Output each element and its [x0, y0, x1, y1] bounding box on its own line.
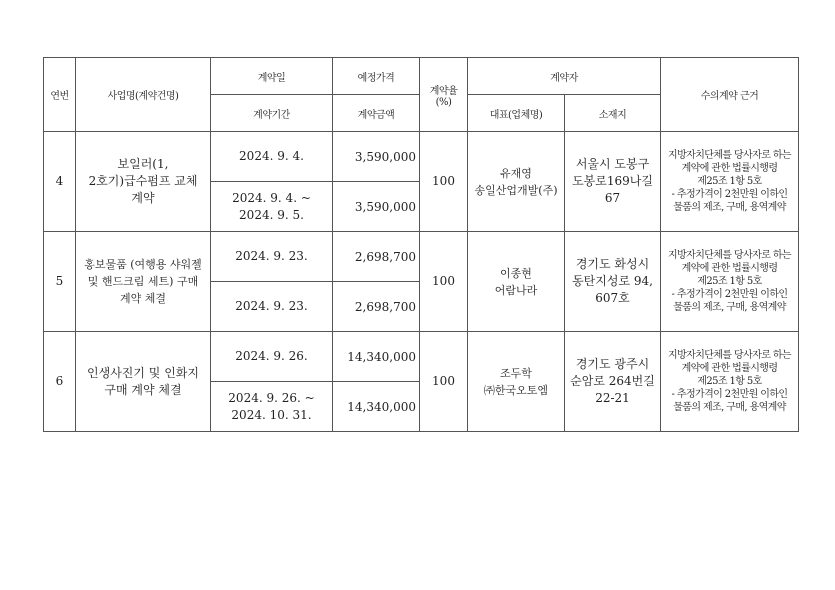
table-row	[44, 332, 799, 382]
row-representative: 유재영 송일산업개발(주)	[468, 132, 565, 232]
row-representative: 조두학 ㈜한국오토엠	[468, 332, 565, 432]
header-contract-rate: 계약율 (%)	[420, 58, 468, 132]
row-contract-date: 2024. 9. 23.	[211, 232, 333, 282]
row-estimated-price: 14,340,000	[333, 332, 420, 382]
row-project: 보일러(1, 2호기)급수펌프 교체 계약	[76, 132, 211, 232]
row-contract-amount: 3,590,000	[333, 182, 420, 232]
row-rate: 100	[420, 332, 468, 432]
contract-table	[43, 57, 799, 432]
row-project: 인생사진기 및 인화지 구매 계약 체결	[76, 332, 211, 432]
row-basis: 지방자치단체를 당사자로 하는 계약에 관한 법률시행령 제25조 1항 5호 - 추정가격이 2천만원 이하인 물품의 제조, 구매, 용역계약	[661, 132, 799, 232]
row-rate: 100	[420, 232, 468, 332]
row-location: 서울시 도봉구 도봉로169나길 67	[565, 132, 661, 232]
row-location: 경기도 광주시 순암로 264번길 22-21	[565, 332, 661, 432]
header-estimated-price: 예정가격	[333, 58, 420, 95]
row-no: 5	[44, 232, 76, 332]
header-basis: 수의계약 근거	[661, 58, 799, 132]
header-contract-period: 계약기간	[211, 95, 333, 132]
row-basis: 지방자치단체를 당사자로 하는 계약에 관한 법률시행령 제25조 1항 5호 - 추정가격이 2천만원 이하인 물품의 제조, 구매, 용역계약	[661, 232, 799, 332]
row-no: 4	[44, 132, 76, 232]
row-estimated-price: 3,590,000	[333, 132, 420, 182]
row-contract-amount: 2,698,700	[333, 282, 420, 332]
header-project: 사업명(계약건명)	[76, 58, 211, 132]
row-rate: 100	[420, 132, 468, 232]
header-contract-amount: 계약금액	[333, 95, 420, 132]
table-row	[44, 132, 799, 182]
header-contract-date: 계약일	[211, 58, 333, 95]
header-no: 연번	[44, 58, 76, 132]
header-location: 소재지	[565, 95, 661, 132]
header-representative: 대표(업체명)	[468, 95, 565, 132]
row-representative: 이종현 어람나라	[468, 232, 565, 332]
header-contractor: 계약자	[468, 58, 661, 95]
row-basis: 지방자치단체를 당사자로 하는 계약에 관한 법률시행령 제25조 1항 5호 - 추정가격이 2천만원 이하인 물품의 제조, 구매, 용역계약	[661, 332, 799, 432]
row-estimated-price: 2,698,700	[333, 232, 420, 282]
row-contract-date: 2024. 9. 4.	[211, 132, 333, 182]
row-contract-period: 2024. 9. 23.	[211, 282, 333, 332]
table-row	[44, 232, 799, 282]
row-contract-amount: 14,340,000	[333, 382, 420, 432]
row-contract-date: 2024. 9. 26.	[211, 332, 333, 382]
row-location: 경기도 화성시 동탄지성로 94, 607호	[565, 232, 661, 332]
row-contract-period: 2024. 9. 26. ~ 2024. 10. 31.	[211, 382, 333, 432]
row-contract-period: 2024. 9. 4. ~ 2024. 9. 5.	[211, 182, 333, 232]
row-no: 6	[44, 332, 76, 432]
row-project: 홍보물품 (여행용 샤워젤 및 핸드크림 세트) 구매 계약 체결	[76, 232, 211, 332]
